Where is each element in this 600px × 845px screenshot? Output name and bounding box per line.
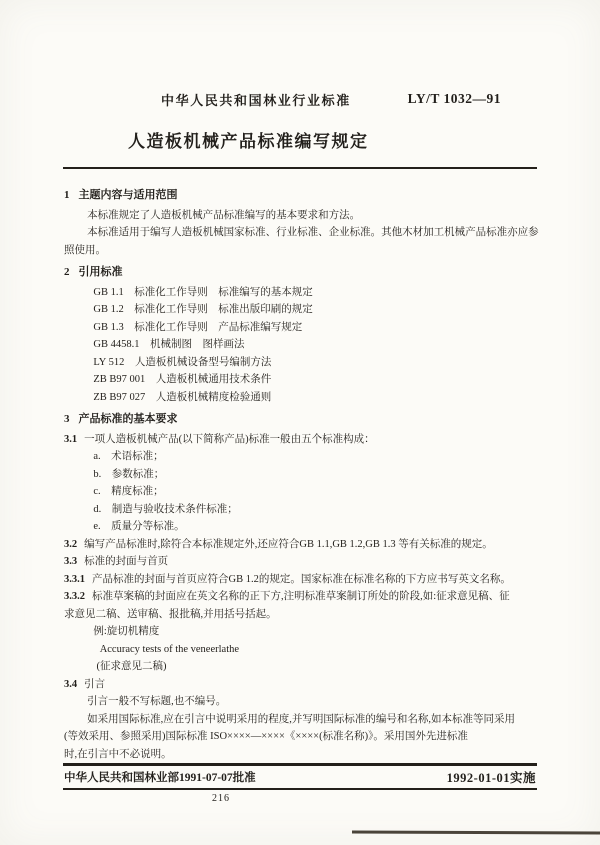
clause-number: 3.3: [64, 556, 78, 567]
clause-number: 3: [64, 413, 70, 425]
footer-rule-top: [63, 763, 537, 766]
footer-rule-bottom: [63, 788, 537, 790]
clause-number: 3.3.2: [64, 591, 85, 602]
standard-doc-number: LY/T 1032—91: [407, 91, 501, 106]
text-line: GB 1.2 标准化工作导则 标准出版印刷的规定: [93, 304, 313, 315]
page-number: 216: [212, 793, 230, 804]
text-line: 3.4 引言: [64, 678, 106, 690]
text-line: 求意见二稿、送审稿、报批稿,并用括号括起。: [64, 608, 277, 620]
text-line: (征求意见二稿): [96, 661, 167, 672]
text-line: c. 精度标准；: [93, 486, 164, 497]
text-line: e. 质量分等标准。: [93, 521, 185, 532]
footer-approval: 中华人民共和国林业部1991-07-07批准: [64, 772, 256, 784]
title-rule: [63, 167, 537, 169]
clause-number: 3.1: [64, 433, 78, 445]
clause-number: 3.2: [64, 538, 78, 550]
text-line: a. 术语标准；: [93, 451, 164, 462]
text-line: 引言一般不写标题,也不编号。: [87, 696, 227, 707]
clause-number: 3.3.1: [64, 573, 85, 585]
document-title: 人造板机械产品标准编写规定: [128, 132, 369, 151]
text-line: 时,在引言中不必说明。: [64, 748, 172, 760]
text-line: ZB B97 001 人造板机械通用技术条件: [93, 374, 272, 385]
text-line: b. 参数标准；: [93, 468, 165, 480]
text-line: 如采用国际标准,应在引言中说明采用的程度,并写明国际标准的编号和名称,如本标准等同采用: [87, 713, 515, 725]
document-body: [64, 187, 569, 763]
text-line: d. 制造与验收技术条件标准；: [93, 503, 238, 515]
text-line: 3.3.1 产品标准的封面与首页应符合GB 1.2的规定。国家标准在标准名称的下方应书写英文名称。: [64, 573, 511, 585]
clause-number: 1: [64, 189, 70, 201]
text-line: 照使用。: [64, 244, 106, 256]
clause-number: 2: [64, 266, 70, 278]
section-heading: 3 产品标准的基本要求: [64, 413, 178, 425]
section-heading: 2 引用标准: [64, 266, 123, 278]
text-line: GB 1.1 标准化工作导则 标准编写的基本规定: [93, 286, 313, 298]
section-heading: 1 主题内容与适用范围: [64, 189, 178, 201]
standard-org-name: 中华人民共和国林业行业标准: [161, 93, 351, 108]
text-line: Accuracy tests of the veneerlathe: [99, 643, 240, 655]
footer-implementation: 1992-01-01实施: [446, 771, 536, 785]
text-line: GB 1.3 标准化工作导则 产品标准编写规定: [93, 321, 303, 333]
text-line: LY 512 人造板机械设备型号编制方法: [93, 356, 272, 368]
text-line: 3.1 一项人造板机械产品(以下简称产品)标准一般由五个标准构成：: [64, 433, 375, 445]
text-line: (等效采用、参照采用)国际标准 ISO××××—××××《××××(标准名称)》。采用国外先进标准: [64, 731, 468, 742]
text-line: 例:旋切机精度: [93, 626, 160, 637]
scan-artifact-line: [352, 830, 600, 834]
text-line: 3.3 标准的封面与首页: [64, 556, 169, 567]
text-line: 本标准适用于编写人造板机械国家标准、行业标准、企业标准。其他木材加工机械产品标准亦应参: [87, 227, 539, 238]
clause-number: 3.4: [64, 678, 78, 690]
text-line: ZB B97 027 人造板机械精度检验通则: [93, 391, 272, 403]
text-line: 本标准规定了人造板机械产品标准编写的基本要求和方法。: [87, 209, 361, 221]
text-line: 3.3.2 标准草案稿的封面应在英文名称的正下方,注明标准草案制订所处的阶段,如:征求意见稿、征: [64, 591, 510, 602]
text-line: GB 4458.1 机械制图 图样画法: [93, 339, 245, 350]
text-line: 3.2 编写产品标准时,除符合本标准规定外,还应符合GB 1.1,GB 1.2,GB 1.3 等有关标准的规定。: [64, 538, 493, 550]
